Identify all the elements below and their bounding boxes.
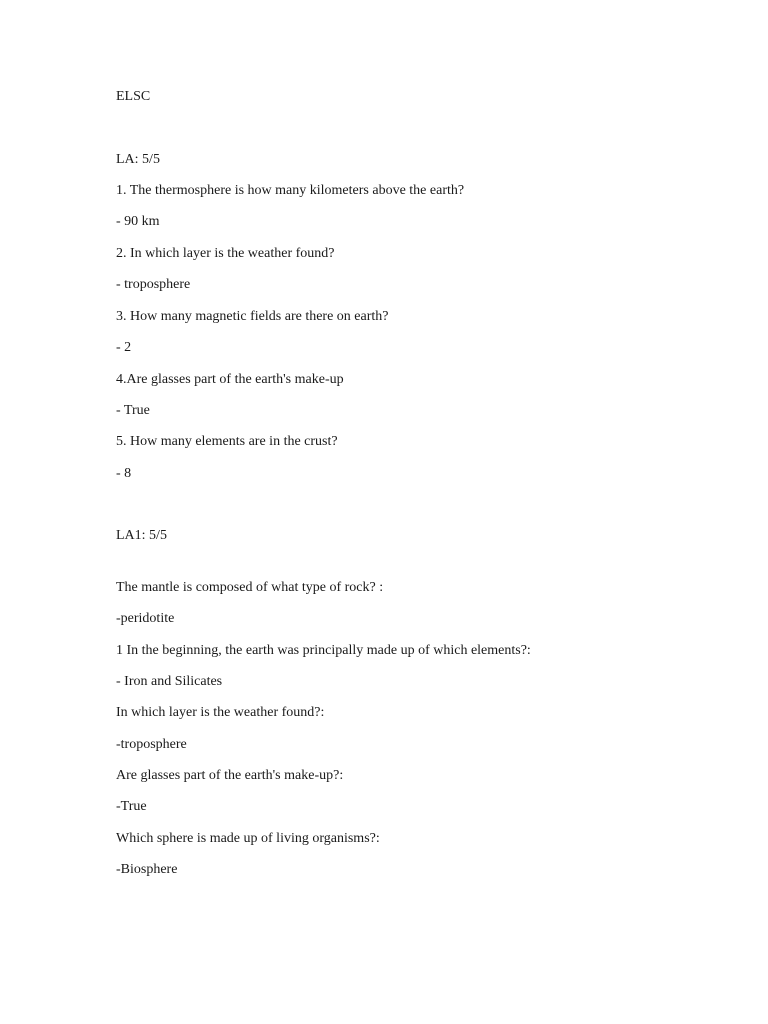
answer-text: - 2 (116, 340, 132, 355)
answer-text: -troposphere (116, 737, 187, 752)
answer-text: -True (116, 799, 147, 814)
question-text: 2. In which layer is the weather found? (116, 246, 335, 261)
question-text: The mantle is composed of what type of rock? : (116, 580, 384, 595)
answer-text: -peridotite (116, 611, 175, 626)
question-text: 1 In the beginning, the earth was principally made up of which elements?: (116, 643, 531, 658)
answer-text: -Biosphere (116, 862, 178, 877)
document-title: ELSC (116, 89, 151, 104)
section-heading: LA: 5/5 (116, 152, 160, 167)
question-text: In which layer is the weather found?: (116, 705, 325, 720)
answer-text: - 90 km (116, 214, 160, 229)
question-text: 3. How many magnetic fields are there on earth? (116, 309, 389, 324)
question-text: Which sphere is made up of living organisms?: (116, 831, 380, 846)
answer-text: - Iron and Silicates (116, 674, 223, 689)
question-text: 5. How many elements are in the crust? (116, 434, 338, 449)
question-text: Are glasses part of the earth's make-up?: (116, 768, 344, 783)
answer-text: - troposphere (116, 277, 191, 292)
answer-text: - True (116, 403, 150, 418)
answer-text: - 8 (116, 466, 132, 481)
section-heading: LA1: 5/5 (116, 528, 167, 543)
question-text: 1. The thermosphere is how many kilometers above the earth? (116, 183, 465, 198)
question-text: 4.Are glasses part of the earth's make-up (116, 372, 344, 387)
